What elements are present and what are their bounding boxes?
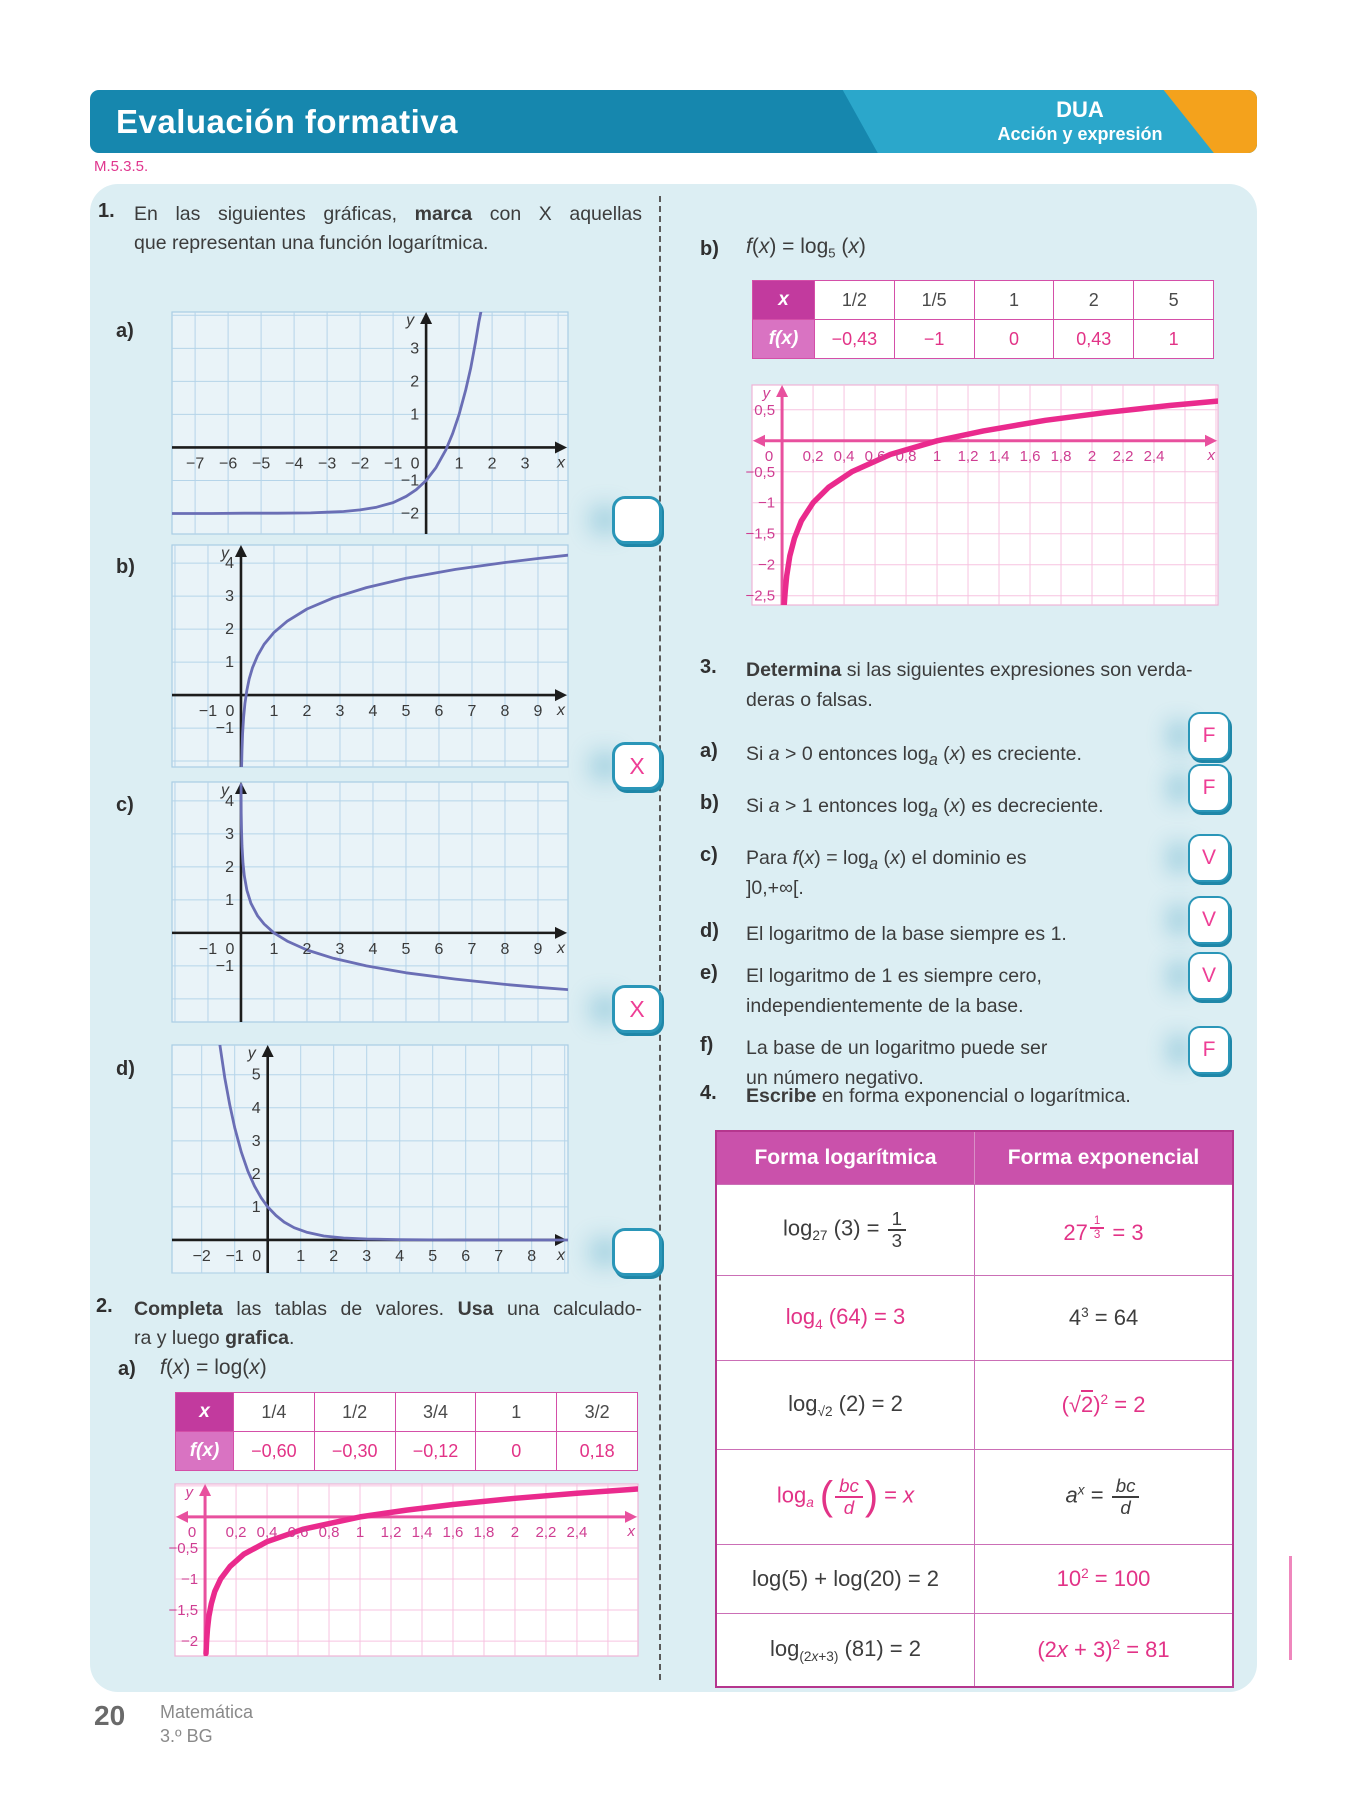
svg-text:0,2: 0,2 [802,447,824,465]
answer-formula-cell[interactable]: $10^2 = 100$ [974,1545,1232,1613]
svg-text:−0,5: −0,5 [745,463,776,481]
svg-text:9: 9 [533,940,543,958]
ex2-table-a[interactable] [175,1392,638,1471]
svg-text:8: 8 [527,1247,537,1265]
given-formula-cell: $\log_{√2} (2) = 2$ [788,1391,903,1419]
svg-text:2,4: 2,4 [1143,447,1165,465]
svg-text:6: 6 [434,703,444,721]
svg-text:−1,5: −1,5 [745,525,776,543]
svg-text:0,5: 0,5 [754,401,776,419]
svg-text:−2,5: −2,5 [745,587,776,605]
fx-value-cell[interactable]: 0,43 [1054,320,1134,359]
svg-text:2,2: 2,2 [1112,447,1134,465]
checkbox-graph-d[interactable] [612,1228,662,1276]
vf-box-f[interactable]: F [1188,1026,1230,1074]
svg-text:4: 4 [225,792,234,810]
svg-text:3: 3 [335,703,345,721]
svg-text:x: x [1207,446,1215,464]
checkbox-graph-a[interactable] [612,496,662,544]
ex3-item-f-text: La base de un logaritmo puede ser [746,1037,1048,1059]
svg-text:0,4: 0,4 [256,1523,278,1541]
svg-text:0: 0 [187,1523,197,1541]
ex3-item-e-text: El logaritmo de 1 es siempre cero, [746,965,1042,987]
svg-text:−1,5: −1,5 [168,1602,199,1620]
svg-text:1,2: 1,2 [957,447,979,465]
vf-box-d[interactable]: V [1188,896,1230,944]
svg-text:7: 7 [467,703,477,721]
svg-text:1: 1 [410,406,420,424]
svg-text:9: 9 [533,703,543,721]
table-row [717,1360,1232,1449]
svg-text:−2: −2 [350,455,370,473]
page-title: Evaluación formativa [116,102,458,140]
svg-text:x: x [557,939,565,957]
svg-text:−1: −1 [383,455,403,473]
checkbox-graph-c[interactable]: X [612,985,662,1033]
x-value-cell: 1/2 [815,281,895,320]
svg-text:0,2: 0,2 [225,1523,247,1541]
svg-text:−4: −4 [284,455,304,473]
ex4-number: 4. [700,1082,717,1104]
svg-text:3: 3 [520,455,530,473]
svg-text:1,4: 1,4 [988,447,1010,465]
svg-text:2,4: 2,4 [566,1523,588,1541]
ex3-item-d-label: d) [700,920,719,942]
fx-value-cell[interactable]: −0,12 [395,1432,476,1471]
footer-grade: 3.º BG [160,1726,213,1746]
x-value-cell: 1 [476,1393,557,1432]
ex2-a-formula: f(x) = log(x) [160,1356,267,1379]
svg-text:0: 0 [225,703,235,721]
vf-box-b[interactable]: F [1188,764,1230,812]
header-banner [90,90,1257,153]
ex4-title: Escribe en forma exponencial o logarítmica. [746,1085,1131,1107]
svg-text:4: 4 [368,940,378,958]
svg-text:3: 3 [251,1132,261,1150]
svg-text:−1: −1 [215,720,234,738]
ex1-number: 1. [98,200,115,222]
table-row [717,1184,1232,1275]
svg-text:2: 2 [510,1523,520,1541]
fx-value-cell[interactable]: 0 [476,1432,557,1471]
svg-text:1: 1 [251,1198,261,1216]
svg-text:7: 7 [467,940,477,958]
table-corner-x: x [753,281,815,320]
svg-text:1: 1 [269,940,279,958]
svg-text:x: x [557,702,565,720]
x-value-cell: 5 [1134,281,1214,320]
ex1-text-line2: que representan una función logarítmica. [134,232,489,254]
curriculum-code: M.5.3.5. [94,158,149,175]
svg-text:2: 2 [487,455,497,473]
svg-text:−1: −1 [400,472,420,490]
answer-formula-cell[interactable]: 27 $^{\frac{1}{3}}$ = 3 [974,1185,1232,1275]
fx-value-cell[interactable]: −0,30 [314,1432,395,1471]
ex2-text-line1: Completa las tablas de valores. Usa una calculado- [134,1298,642,1320]
svg-text:2: 2 [302,703,312,721]
svg-text:y: y [220,545,229,562]
svg-text:2: 2 [251,1165,261,1183]
svg-text:−1: −1 [757,494,776,512]
fx-value-cell[interactable]: −0,60 [234,1432,315,1471]
ex3-item-a-text: Si a > 0 entonces $\log_a (x)$ es creciente. [746,743,1082,769]
given-formula-cell: $\log_{27} (3)$ = $\frac{1}{3}$ [717,1185,974,1275]
dua-label [965,97,1195,145]
svg-text:6: 6 [461,1247,471,1265]
checkbox-graph-b[interactable]: X [612,742,662,790]
svg-text:0,6: 0,6 [287,1523,309,1541]
vf-box-a[interactable]: F [1188,712,1230,760]
table-corner-fx: f(x) [753,320,815,359]
ex3-item-c-label: c) [700,844,718,866]
svg-text:y: y [406,312,415,329]
svg-text:0,4: 0,4 [833,447,855,465]
svg-text:−2: −2 [180,1633,199,1651]
svg-text:y: y [762,385,771,402]
vf-box-e[interactable]: V [1188,952,1230,1000]
graph-c [172,782,568,1022]
ex2-item-a-label: a) [118,1358,136,1380]
svg-text:x: x [557,1246,565,1264]
answer-formula-cell[interactable]: $(√2)^2 = 2$ [974,1361,1232,1449]
svg-text:x: x [627,1522,635,1540]
svg-text:−1: −1 [215,957,234,975]
dua-subtitle: Acción y expresión [997,124,1163,144]
svg-text:y: y [247,1045,256,1062]
svg-text:−6: −6 [218,455,238,473]
svg-text:2: 2 [1087,447,1097,465]
vf-box-c[interactable]: V [1188,834,1230,882]
ex2-item-b-label: b) [700,238,719,260]
svg-text:1,4: 1,4 [411,1523,433,1541]
svg-text:2: 2 [225,621,234,639]
ex2-number: 2. [96,1295,113,1317]
ex4-table[interactable] [715,1130,1234,1688]
column-divider [659,196,661,1680]
svg-text:−1: −1 [198,940,218,958]
svg-text:1: 1 [225,891,234,909]
ex2-table-b[interactable] [752,280,1214,359]
table-row [717,1449,1232,1544]
svg-text:3: 3 [362,1247,372,1265]
svg-text:0: 0 [764,447,774,465]
svg-text:0,6: 0,6 [864,447,886,465]
ex4-header-exp: Forma exponencial [974,1132,1232,1184]
graph-a [172,312,568,534]
ex3-item-b-label: b) [700,792,719,814]
ex3-item-e-label: e) [700,962,718,984]
svg-text:−3: −3 [317,455,337,473]
x-value-cell: 1 [974,281,1054,320]
fx-value-cell[interactable]: 0 [974,320,1054,359]
svg-text:0,8: 0,8 [318,1523,340,1541]
given-formula-cell: $\log_{(2x+3)} (81) = 2$ [770,1636,921,1664]
pink-edge-line [1289,1556,1292,1660]
svg-text:1,2: 1,2 [380,1523,402,1541]
graph-d [172,1045,568,1273]
fx-value-cell[interactable]: −1 [894,320,974,359]
svg-text:1: 1 [269,703,279,721]
ex1-item-d-label: d) [116,1058,135,1080]
fx-value-cell[interactable]: 0,18 [557,1432,638,1471]
table-row [717,1544,1232,1613]
svg-text:5: 5 [401,940,411,958]
svg-text:−7: −7 [185,455,205,473]
ex3-item-c-text: ]0,+∞[. [746,877,804,899]
footer-subject: Matemática [160,1702,254,1722]
ex1-item-b-label: b) [116,556,135,578]
given-formula-cell: log(5) + log(20) = 2 [751,1566,940,1591]
svg-text:8: 8 [500,703,510,721]
ex4-header-log: Forma logarítmica [754,1146,937,1169]
svg-text:2: 2 [225,858,234,876]
answer-formula-cell[interactable]: $\log_a$ ( $\frac{bc}{d}$ ) = x [776,1474,915,1519]
svg-text:4: 4 [225,555,234,573]
svg-text:3: 3 [410,340,420,358]
ex3-item-f-text: un número negativo. [746,1067,924,1089]
svg-text:0: 0 [410,455,420,473]
x-value-cell: 1/5 [894,281,974,320]
svg-text:6: 6 [434,940,444,958]
svg-text:1,6: 1,6 [442,1523,464,1541]
graph-log10 [168,1484,638,1656]
ex3-item-c-text: Para $f(x) = \log_a (x)$ el dominio es [746,847,1027,873]
graph-log5 [745,385,1218,605]
ex2-text-line2: ra y luego grafica. [134,1327,295,1349]
ex3-item-f-label: f) [700,1034,714,1056]
svg-text:8: 8 [500,940,510,958]
table-corner-x: x [176,1393,234,1432]
svg-text:−0,5: −0,5 [168,1539,199,1557]
graph-b [172,545,568,767]
ex3-number: 3. [700,656,717,678]
svg-text:3: 3 [225,825,234,843]
svg-text:−1: −1 [225,1247,244,1265]
given-formula-cell: $4^3 = 64$ [974,1276,1232,1360]
svg-text:2: 2 [410,373,420,391]
svg-text:y: y [185,1484,194,1501]
x-value-cell: 1/2 [314,1393,395,1432]
ex3-item-d-text: El logaritmo de la base siempre es 1. [746,923,1067,945]
svg-text:2: 2 [302,940,312,958]
svg-text:4: 4 [251,1099,261,1117]
ex3-item-b-text: Si a > 1 entonces $\log_a (x)$ es decreciente. [746,795,1104,821]
svg-text:0,8: 0,8 [895,447,917,465]
svg-text:3: 3 [335,940,345,958]
x-value-cell: 3/4 [395,1393,476,1432]
svg-text:−5: −5 [251,455,271,473]
svg-text:−2: −2 [192,1247,211,1265]
svg-text:0: 0 [252,1247,262,1265]
ex1-item-c-label: c) [116,794,134,816]
svg-text:1: 1 [355,1523,365,1541]
svg-text:0: 0 [225,940,235,958]
given-formula-cell: $a^x$ = $\frac{bc}{d}$ [974,1450,1232,1544]
ex1-item-a-label: a) [116,320,134,342]
table-row [717,1275,1232,1360]
table-row [717,1613,1232,1686]
ex2-b-formula: $f(x) = \log_5 (x)$ [746,235,866,261]
svg-text:3: 3 [225,588,234,606]
ex3-item-e-text: independientemente de la base. [746,995,1024,1017]
x-value-cell: 2 [1054,281,1134,320]
ex3-text-line1: Determina si las siguientes expresiones son verda- [746,659,1193,681]
answer-formula-cell[interactable]: $\log_4 (64) = 3$ [785,1304,906,1332]
svg-text:1,8: 1,8 [1050,447,1072,465]
svg-text:5: 5 [428,1247,438,1265]
svg-text:5: 5 [251,1066,261,1084]
ex3-text-line2: deras o falsas. [746,689,873,711]
svg-text:x: x [557,454,565,472]
svg-text:1,8: 1,8 [473,1523,495,1541]
svg-text:y: y [220,782,229,799]
x-value-cell: 3/2 [557,1393,638,1432]
fx-value-cell[interactable]: 1 [1134,320,1214,359]
svg-text:1,6: 1,6 [1019,447,1041,465]
svg-text:2,2: 2,2 [535,1523,557,1541]
svg-text:4: 4 [395,1247,405,1265]
svg-text:7: 7 [494,1247,504,1265]
svg-text:2: 2 [329,1247,339,1265]
dua-title: DUA [1056,97,1104,122]
svg-text:−1: −1 [198,703,218,721]
table-corner-fx: f(x) [176,1432,234,1471]
ex1-text-line1: En las siguientes gráficas, marca con X aquellas [134,203,643,225]
svg-text:5: 5 [401,703,411,721]
fx-value-cell[interactable]: −0,43 [815,320,895,359]
svg-text:−1: −1 [180,1571,199,1589]
svg-text:4: 4 [368,703,378,721]
answer-formula-cell[interactable]: $(2x + 3)^2 = 81$ [974,1614,1232,1686]
svg-text:−2: −2 [400,505,420,523]
svg-text:1: 1 [932,447,942,465]
ex3-item-a-label: a) [700,740,718,762]
svg-text:1: 1 [225,654,234,672]
x-value-cell: 1/4 [234,1393,315,1432]
page-number: 20 [94,1700,126,1731]
svg-text:1: 1 [296,1247,306,1265]
svg-text:1: 1 [454,455,464,473]
ex4-table-header [717,1132,1232,1184]
svg-text:−2: −2 [757,556,776,574]
